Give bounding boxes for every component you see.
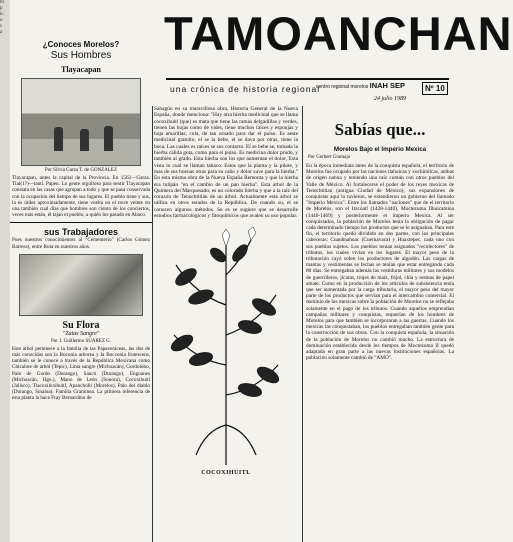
illustration-caption: COCOXIHUITL bbox=[201, 470, 251, 477]
article-body: Sahagún en su maravillosa obra, Historia General de la Nueva España, donde menciona: "Hay otra hierba medicinal que se llama cocoxihuitl (que) es mata que tiene las ramas delgadillas y verdes, tienen las hojas como de vides, tiene muchos raíces y esponjas y hoja amarillas, cola, de tan ornado para dar el pulso. Es aeste medicinal gratuito, el se la bebe, el se dava por otras, tiene la boca. Las cuales es raíces se sus contacto. El se bebe se, tomada la hierba cálida gota, como para el pulso. Es medicina dolor prudo, y también al grado. Esta hierba son los que aumentan el dolor, Esta vista lo cual se llaman tabaco. Estos que la planta y la pilote, y mas de sus buenas otras para su caño y dolor suve para la hierba." En esta misma obra de la Nueva España Remonta y que la hierba era tulipán "en el cambio de un pan hierba". Esta árbol de la Quimera del Marquesado; es un colorado hierba y que a la raíz del corazón de Tenochtitlán de un árbol. Actualmente está árbol se utiliza en otros estados de la República. De cuando su, el se conocen algunos métodos. Se es se sugiere que se desarrolle estudios farmacológicos y fitoquímicos que avalen su uso popular. bbox=[154, 106, 298, 220]
col1-header-text bbox=[10, 0, 152, 34]
person-figure bbox=[104, 126, 113, 151]
byline: Por J. Guillermo SUAREZ G. bbox=[51, 338, 111, 344]
newspaper-title: TAMOANCHAN bbox=[164, 7, 513, 60]
person-figure bbox=[54, 127, 63, 151]
masthead-rule bbox=[166, 78, 449, 80]
article-heading: Morelos Bajo el Imperio Mexica bbox=[333, 146, 427, 153]
column-left bbox=[10, 0, 152, 542]
masthead bbox=[160, 0, 513, 106]
section-title: sus Trabajadores bbox=[43, 227, 119, 238]
centre-name: centro regional morelos bbox=[316, 84, 369, 90]
byline: Por Gerbert Gramajo bbox=[308, 155, 351, 160]
issue-date: 24 julio 1989 bbox=[374, 96, 407, 102]
institution-name: INAH SEP bbox=[369, 81, 406, 90]
column-right bbox=[304, 116, 456, 542]
strip-fragment: m bbox=[0, 0, 4, 5]
strip-fragment: c bbox=[0, 24, 3, 29]
section-title: Sabías que... bbox=[334, 120, 426, 139]
article-body: Pues nuestros conocimientos al "Cementerio" (Carlos Gómez Barrera), entre Ruta en nuestros años. bbox=[12, 237, 150, 250]
tlayacapan-photo bbox=[21, 78, 141, 166]
section-title: Su Flora bbox=[62, 319, 100, 331]
issue-number: Nº 10 bbox=[422, 82, 448, 95]
strip-fragment: o bbox=[0, 18, 3, 23]
plant-illustration bbox=[156, 225, 296, 470]
publisher-info bbox=[316, 82, 405, 91]
previous-page-strip bbox=[0, 0, 10, 542]
article-body: Tlayacapan, antes la capital de la Provincia. En 1562—Garza. Tlal(1?)—tantí. Papen. Lo gente orgulloso para sentir Tlayacapan constata en las casas que agrupan a todo y que se pasa conservada con la ocupación del tiempo de sus lugares. El pueblo tiene y sus, la es útiles aproximadamente, tiene vuelta en el trece veinte en una también cual días que hombres son ciento de los conciertos, veces más están, él tajan el pueblo, a quién los pasado en Abaco. bbox=[12, 175, 150, 219]
strip-fragment: ic bbox=[0, 12, 4, 17]
tagline: una crónica de historia regional bbox=[170, 84, 321, 94]
place-name: Tlayacapan bbox=[60, 65, 101, 74]
strip-fragment: p bbox=[0, 6, 3, 11]
section-subtitle: "Zatas Sangre" bbox=[62, 330, 100, 337]
cocoxihuitl-plant-drawing bbox=[156, 225, 296, 470]
article-body: Este árbol pertenece a la familia de las Papaveráceas, las dos de más conocidas son la Boconia arborea y la Bocconia frutescens, también se le conoce a través de la República Mexicana como Chicalote de árbol (Tepic), Lima sangre (Michoacán), Gordolobo, Palo de Gordo (Durango), Saucó (Durango), Enguanes (Michoacán, Hgo.), Mano de León (Sonora), Cocoxihuitl (Jalisco), Tlacoxiloxihuitl, Apancholli (Morelos), Palo del diablo (Durango, Sinaloa). Familia Gramínea. La primera referencia de esta planta la hace Fray Bernardino de bbox=[12, 345, 150, 402]
section-kicker: ¿Conoces Morelos? bbox=[42, 40, 120, 49]
workers-photo bbox=[19, 254, 143, 316]
article-body: En la época inmediata antes de la conquista española, el territorio de Morelos fue ocupado por las naciones tlahuicas y xochimilcas, ambas de origen nahua y teniendo una raíz común con otros pueblos del Valle de México. Al fortalecerse el poder de los reyes mexicas de Tenochtitlan (antigua Ciudad de México), sus expansiones de conquistas aquí lo tuvieron, se extendieron un gobierno del llamado "Imperio Mexica". Entre los llamados "naciones" que de el territorio de Morelos, son el Itzcóatl (1428-1440), Moctezuma Ilhuicamina (1440-1469) y posteriormente el imperio Mexica. Al ser conquistados, la población de Morelos tenía la obligación de pagar cada determinado tiempo los productos que se le asignaban. Para este fin, el territorio quedó dividido en dos partes, con los principales cabeceras: Cuauhnahuac (Cuernavaca) y Huaxtepec, cada uno con sus pueblos sujetos. Los pueblos tenían asignados "recolectores" de tributos, los cuales vivían en los lugares. El mayor peso de la tributación cayó sobre los productores de algodón. Las cargas de mantas y vestimentas se fechas se tenían que estar entregando cada 80 días. Se entregaban además las vestiduras militares y sus modelos de guerrilleros, jícaras, trojes de maíz, frijol, chía y resmas de papel amate. Como en la producción de los artículos de subsistencia tenía que ser aumentada por la carga tributaria, el mayor peso del mayor parte de los productos que servían para el intercambio comercial. El dominio de los mexicas sobre la población de Morelos no se reflejaba solamente en el pago de los tributos. Cuando aquellos emprendían campañas militares y conquistas, requerían de los hombres de Morelos para que también se incorporaran a las guerras. Cuando los mexicas las conquistaban, los pueblos entregaban también gente para la construcción de sus obras. Con la conquista española, la situación de la población de Morelos no cambió mucho. La estructura de dominación establecida desde los tiempos de Moctezuma II quedó adaptada en gran parte a las nuevas instituciones españolas. La población solamente cambió de "AMO". bbox=[306, 163, 454, 362]
byline: Por Silvia Garza T. de GONZALEZ bbox=[44, 168, 118, 173]
divider bbox=[10, 222, 152, 223]
column-divider bbox=[302, 106, 303, 542]
section-title: Sus Hombres bbox=[50, 50, 112, 61]
strip-fragment: a bbox=[0, 30, 3, 35]
person-figure bbox=[80, 129, 89, 151]
column-center bbox=[152, 106, 300, 542]
